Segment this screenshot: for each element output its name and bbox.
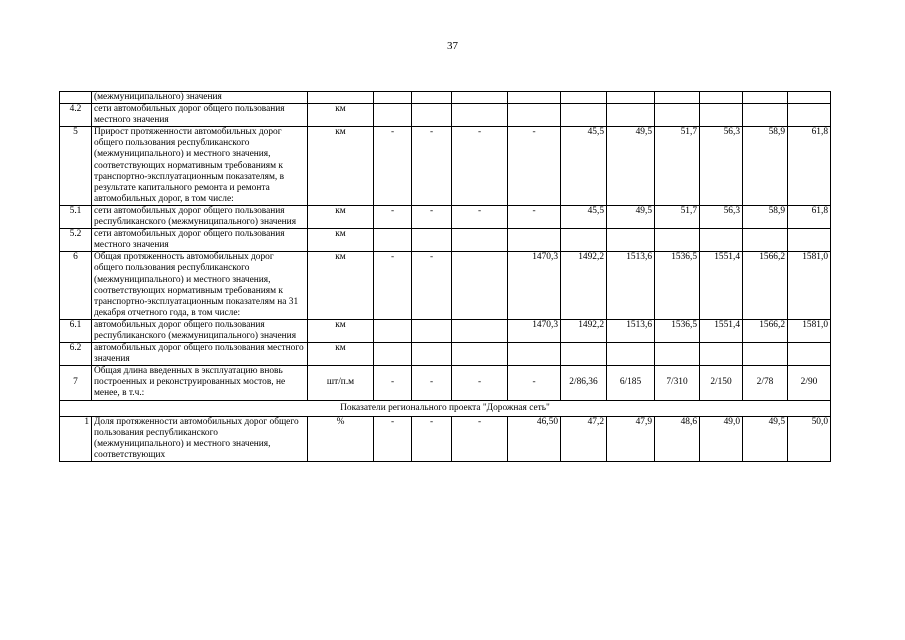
value-cell xyxy=(412,104,452,127)
unit-cell: км xyxy=(308,343,374,366)
value-cell: 51,7 xyxy=(655,205,700,228)
value-cell: - xyxy=(374,366,412,400)
value-cell xyxy=(700,343,743,366)
value-cell xyxy=(374,319,412,342)
indicator-name: сети автомобильных дорог общего пользования местного значения xyxy=(92,104,308,127)
value-cell: 6/185 xyxy=(607,366,655,400)
row-number: 1 xyxy=(60,416,92,461)
value-cell: - xyxy=(412,127,452,206)
value-cell: 47,2 xyxy=(561,416,607,461)
value-cell xyxy=(374,92,412,104)
value-cell: - xyxy=(508,127,561,206)
value-cell: - xyxy=(508,366,561,400)
value-cell: 1536,5 xyxy=(655,252,700,320)
unit-cell: км xyxy=(308,104,374,127)
value-cell xyxy=(508,104,561,127)
indicator-name: Прирост протяженности автомобильных дорог общего пользования республиканского (межмуниципального) и местного значения, соответствующих нормативным требованиям к транспортно-эксплуатационным показателям, в результате капитального ремонта и ремонта автомобильных дорог, в том числе: xyxy=(92,127,308,206)
value-cell: 1470,3 xyxy=(508,319,561,342)
value-cell xyxy=(700,104,743,127)
unit-cell: км xyxy=(308,229,374,252)
value-cell xyxy=(655,92,700,104)
value-cell xyxy=(788,229,831,252)
value-cell xyxy=(452,319,508,342)
unit-cell xyxy=(308,92,374,104)
value-cell xyxy=(743,104,788,127)
table-row xyxy=(60,92,831,104)
value-cell: 45,5 xyxy=(561,205,607,228)
value-cell: 7/310 xyxy=(655,366,700,400)
value-cell: - xyxy=(412,205,452,228)
value-cell xyxy=(700,92,743,104)
value-cell xyxy=(374,343,412,366)
value-cell: 1566,2 xyxy=(743,319,788,342)
table-row xyxy=(60,205,831,228)
value-cell xyxy=(508,229,561,252)
value-cell: 1536,5 xyxy=(655,319,700,342)
value-cell: 1513,6 xyxy=(607,319,655,342)
value-cell: 1581,0 xyxy=(788,252,831,320)
unit-cell: км xyxy=(308,319,374,342)
value-cell xyxy=(607,92,655,104)
indicator-name: автомобильных дорог общего пользования республиканского (межмуниципального) значения xyxy=(92,319,308,342)
value-cell xyxy=(788,343,831,366)
indicator-name: Общая протяженность автомобильных дорог общего пользования республиканского (межмуниципального) и местного значения, соответствующих нормативным требованиям к транспортно-эксплуатационным показателям на 31 декабря отчетного года, в том числе: xyxy=(92,252,308,320)
value-cell: 56,3 xyxy=(700,205,743,228)
value-cell xyxy=(452,92,508,104)
table-row xyxy=(60,343,831,366)
unit-cell: км xyxy=(308,127,374,206)
value-cell: - xyxy=(452,127,508,206)
indicator-name: Доля протяженности автомобильных дорог общего пользования республиканского (межмуниципального) и местного значения, соответствующих xyxy=(92,416,308,461)
value-cell: - xyxy=(452,416,508,461)
value-cell: 46,50 xyxy=(508,416,561,461)
value-cell xyxy=(788,92,831,104)
value-cell: - xyxy=(452,366,508,400)
value-cell xyxy=(452,229,508,252)
value-cell: 45,5 xyxy=(561,127,607,206)
value-cell: 49,5 xyxy=(607,127,655,206)
value-cell: 1492,2 xyxy=(561,319,607,342)
value-cell: - xyxy=(452,205,508,228)
value-cell: 49,5 xyxy=(743,416,788,461)
value-cell: 1551,4 xyxy=(700,252,743,320)
value-cell: 1470,3 xyxy=(508,252,561,320)
value-cell: 1581,0 xyxy=(788,319,831,342)
value-cell: - xyxy=(374,252,412,320)
value-cell: 1566,2 xyxy=(743,252,788,320)
value-cell xyxy=(655,343,700,366)
section-header-row xyxy=(60,400,831,416)
row-number: 5.1 xyxy=(60,205,92,228)
row-number: 4.2 xyxy=(60,104,92,127)
value-cell: 61,8 xyxy=(788,205,831,228)
value-cell xyxy=(700,229,743,252)
value-cell xyxy=(561,343,607,366)
value-cell xyxy=(561,104,607,127)
value-cell: 2/86,36 xyxy=(561,366,607,400)
value-cell: 47,9 xyxy=(607,416,655,461)
value-cell xyxy=(374,104,412,127)
value-cell xyxy=(374,229,412,252)
value-cell: - xyxy=(508,205,561,228)
row-number: 5 xyxy=(60,127,92,206)
value-cell: 49,0 xyxy=(700,416,743,461)
value-cell xyxy=(412,92,452,104)
indicator-name: сети автомобильных дорог общего пользования республиканского (межмуниципального) значения xyxy=(92,205,308,228)
page-number: 37 xyxy=(447,40,458,52)
value-cell: 50,0 xyxy=(788,416,831,461)
row-number: 5.2 xyxy=(60,229,92,252)
table-row xyxy=(60,127,831,206)
indicator-name: (межмуниципального) значения xyxy=(92,92,308,104)
value-cell xyxy=(412,319,452,342)
value-cell xyxy=(743,343,788,366)
row-number xyxy=(60,92,92,104)
value-cell: - xyxy=(412,416,452,461)
indicator-name: сети автомобильных дорог общего пользования местного значения xyxy=(92,229,308,252)
indicators-table xyxy=(59,91,831,462)
value-cell xyxy=(655,229,700,252)
value-cell xyxy=(743,229,788,252)
table-row xyxy=(60,319,831,342)
value-cell: - xyxy=(374,416,412,461)
value-cell: 1492,2 xyxy=(561,252,607,320)
unit-cell: км xyxy=(308,205,374,228)
value-cell: 58,9 xyxy=(743,127,788,206)
value-cell xyxy=(412,343,452,366)
value-cell xyxy=(743,92,788,104)
section-title: Показатели регионального проекта "Дорожная сеть" xyxy=(60,400,831,416)
value-cell: 61,8 xyxy=(788,127,831,206)
value-cell xyxy=(655,104,700,127)
value-cell: 2/150 xyxy=(700,366,743,400)
indicator-name: автомобильных дорог общего пользования местного значения xyxy=(92,343,308,366)
table-row xyxy=(60,104,831,127)
row-number: 6 xyxy=(60,252,92,320)
value-cell xyxy=(607,343,655,366)
value-cell xyxy=(561,92,607,104)
value-cell: 2/90 xyxy=(788,366,831,400)
indicator-name: Общая длина введенных в эксплуатацию вновь построенных и реконструированных мостов, не менее, в т.ч.: xyxy=(92,366,308,400)
value-cell xyxy=(607,104,655,127)
row-number: 6.1 xyxy=(60,319,92,342)
value-cell: - xyxy=(374,205,412,228)
table-row xyxy=(60,416,831,461)
value-cell: 58,9 xyxy=(743,205,788,228)
value-cell: 51,7 xyxy=(655,127,700,206)
unit-cell: шт/п.м xyxy=(308,366,374,400)
row-number: 6.2 xyxy=(60,343,92,366)
value-cell xyxy=(607,229,655,252)
value-cell: 1551,4 xyxy=(700,319,743,342)
value-cell: 2/78 xyxy=(743,366,788,400)
value-cell xyxy=(561,229,607,252)
value-cell xyxy=(452,343,508,366)
value-cell xyxy=(412,229,452,252)
table-row xyxy=(60,366,831,400)
value-cell: 48,6 xyxy=(655,416,700,461)
value-cell xyxy=(788,104,831,127)
value-cell xyxy=(452,104,508,127)
unit-cell: км xyxy=(308,252,374,320)
row-number: 7 xyxy=(60,366,92,400)
value-cell xyxy=(452,252,508,320)
value-cell xyxy=(508,343,561,366)
unit-cell: % xyxy=(308,416,374,461)
value-cell: 49,5 xyxy=(607,205,655,228)
table-row xyxy=(60,229,831,252)
table-row xyxy=(60,252,831,320)
value-cell: 1513,6 xyxy=(607,252,655,320)
value-cell xyxy=(508,92,561,104)
value-cell: - xyxy=(412,252,452,320)
value-cell: 56,3 xyxy=(700,127,743,206)
value-cell: - xyxy=(412,366,452,400)
value-cell: - xyxy=(374,127,412,206)
